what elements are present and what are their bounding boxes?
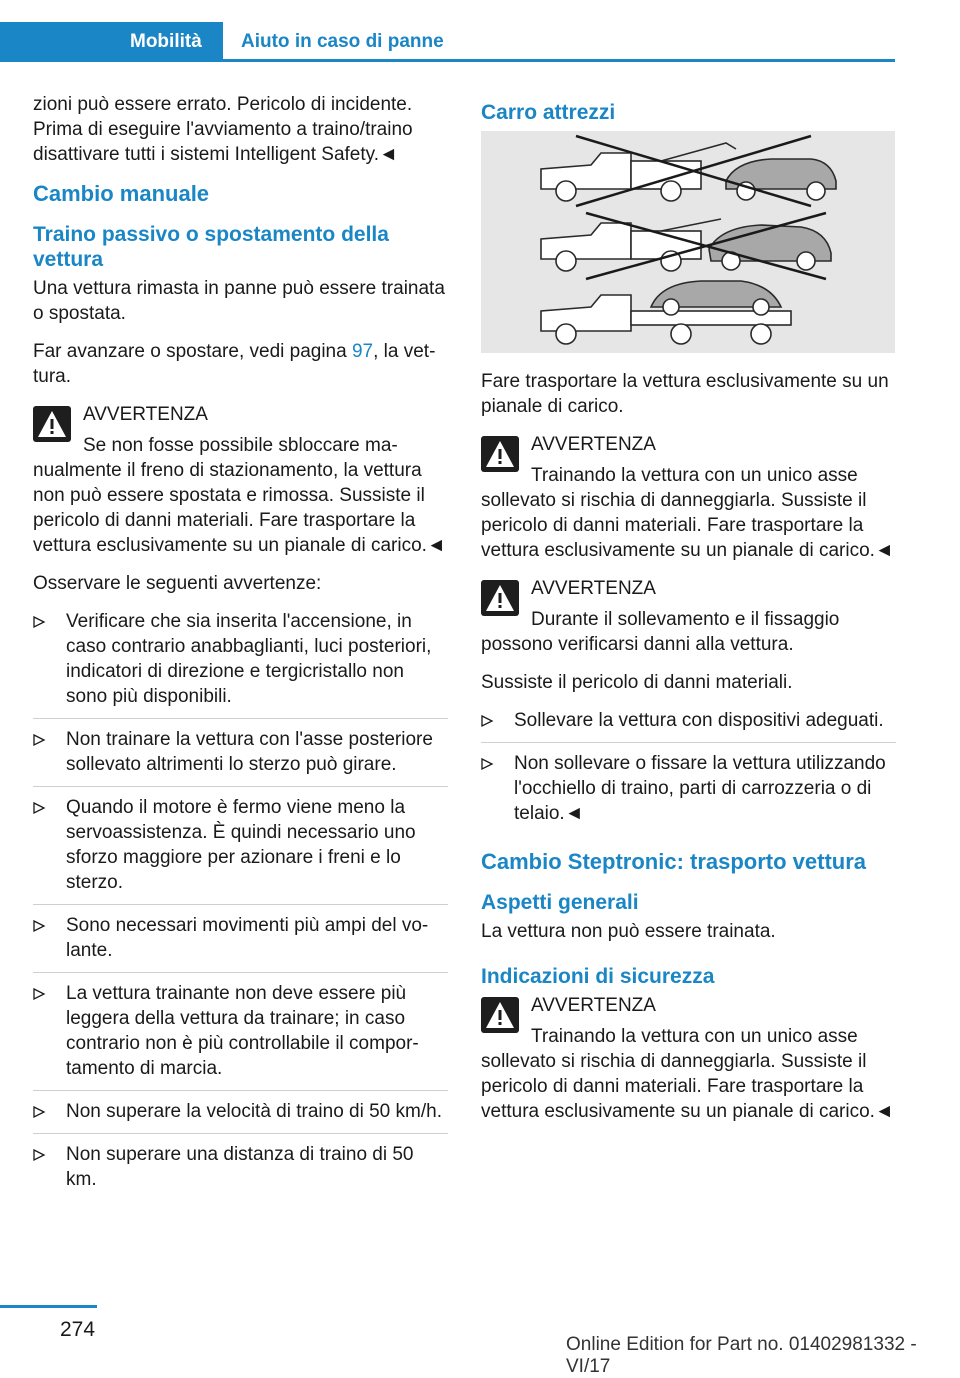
triangle-bullet-icon xyxy=(481,758,493,770)
triangle-bullet-icon xyxy=(33,734,45,746)
list-item xyxy=(33,1142,448,1201)
observe-paragraph: Osservare le seguenti avvertenze: xyxy=(33,573,322,594)
page-ref-text-after: , la vettura. xyxy=(33,341,436,387)
page-header xyxy=(0,0,895,62)
list-item-text: Non sollevare o fissare la vettura utilizzando l'occhiello di traino, parti di carrozzeria o di telaio.◄ xyxy=(514,753,886,824)
subsection-title-traino: Traino passivo o spostamento della vettura xyxy=(33,223,389,271)
list-item-text: Sono necessari movimenti più ampi del volante. xyxy=(66,915,429,961)
towing-illustration xyxy=(481,131,895,353)
warning-title: AVVERTENZA xyxy=(531,578,656,599)
list-item-text: Verificare che sia inserita l'accensione, in caso contrario anabbaglianti, luci posteriori, indicatori di direzione e tergicristallo non sono più disponibili. xyxy=(66,611,432,707)
warning-text: Trainando la vettura con un unico asse sollevato si rischia di danneggiarla. Sussiste il pericolo di danni materiali. Fare trasportare la vettura esclusivamente su un pianale di carico.◄ xyxy=(481,1026,894,1122)
paragraph-non-trainata: La vettura non può essere trainata. xyxy=(481,921,776,942)
list-item xyxy=(33,727,448,787)
list-item-text: Quando il motore è fermo viene meno la servoassistenza. È quindi necessario uno sforzo maggiore per azionare i freni e lo sterzo. xyxy=(66,797,416,893)
list-item xyxy=(33,795,448,905)
tow-truck-illustration-icon xyxy=(481,131,895,353)
header-divider xyxy=(223,59,895,62)
tab-aiuto-in-caso-di-panne[interactable]: Aiuto in caso di panne xyxy=(241,31,444,52)
triangle-bullet-icon xyxy=(33,802,45,814)
intro-paragraph: zioni può essere errato. Pericolo di incidente. Prima di eseguire l'avviamento a traino/traino disattivare tutti i sistemi Intelligent Safety.◄ xyxy=(33,94,413,165)
list-item-text: Non superare una distanza di traino di 50 km. xyxy=(66,1144,414,1190)
subsection-title-sicurezza: Indicazioni di sicurezza xyxy=(481,965,715,988)
warning-block xyxy=(481,993,896,1124)
warning-icon xyxy=(33,406,71,442)
triangle-bullet-icon xyxy=(33,616,45,628)
triangle-bullet-icon xyxy=(33,1106,45,1118)
paragraph-page-reference xyxy=(33,339,448,389)
warning-block xyxy=(481,576,896,657)
warning-text: Trainando la vettura con un unico asse sollevato si rischia di danneggiarla. Sussiste il pericolo di danni materiali. Fare trasportare la vettura esclusivamente su un pianale di carico.◄ xyxy=(481,465,894,561)
list-item-text: Non trainare la vettura con l'asse posteriore sollevato altrimenti lo sterzo può girare. xyxy=(66,729,433,775)
warning-title: AVVERTENZA xyxy=(83,404,208,425)
list-item-text: Sollevare la vettura con dispositivi adeguati. xyxy=(514,710,884,731)
list-item xyxy=(481,708,896,743)
page-number: 274 xyxy=(60,1318,96,1341)
footer-divider xyxy=(0,1305,97,1308)
warning-icon xyxy=(481,580,519,616)
warning-text: Se non fosse possibile sbloccare manualmente il freno di stazionamento, la vettura non può essere spostata e rimossa. Sussiste il pericolo di danni materiali. Fare trasportare la vettura esclusivamente su un pianale di carico.◄ xyxy=(33,435,446,556)
warning-title: AVVERTENZA xyxy=(531,995,656,1016)
triangle-bullet-icon xyxy=(33,1149,45,1161)
section-title-steptronic: Cambio Steptronic: trasporto vettura xyxy=(481,849,867,874)
warning-icon xyxy=(481,436,519,472)
edition-note: Online Edition for Part no. 01402981332 - VI/17 xyxy=(566,1334,917,1377)
lifting-list xyxy=(481,708,896,835)
paragraph-pianale: Fare trasportare la vettura esclusivamente su un pianale di carico. xyxy=(481,371,889,417)
list-item xyxy=(33,609,448,719)
list-item xyxy=(33,1099,448,1134)
right-column xyxy=(481,92,896,1137)
warning-block xyxy=(481,432,896,563)
triangle-bullet-icon xyxy=(33,920,45,932)
list-item-text: Non superare la velocità di traino di 50 km/h. xyxy=(66,1101,442,1122)
page-ref-text-before: Far avanzare o spostare, vedi pagina xyxy=(33,341,352,362)
list-item-text: La vettura trainante non deve essere più leggera della vettura da trainare; in caso contrario non è più controllabile il comportamento di marcia. xyxy=(66,983,419,1079)
paragraph-panne: Una vettura rimasta in panne può essere trainata o spostata. xyxy=(33,278,445,324)
subsection-title-aspetti-generali: Aspetti generali xyxy=(481,891,639,914)
left-column xyxy=(33,92,448,1214)
warning-title: AVVERTENZA xyxy=(531,434,656,455)
list-item xyxy=(33,913,448,973)
section-title-cambio-manuale: Cambio manuale xyxy=(33,181,210,206)
page-ref-link[interactable]: 97 xyxy=(351,341,374,362)
warning-text: Durante il sollevamento e il fissaggio possono verificarsi danni alla vettura. xyxy=(481,609,840,655)
warnings-list xyxy=(33,609,448,1201)
triangle-bullet-icon xyxy=(481,715,493,727)
triangle-bullet-icon xyxy=(33,988,45,1000)
list-item xyxy=(33,981,448,1091)
section-title-carro-attrezzi: Carro attrezzi xyxy=(481,101,616,124)
list-item xyxy=(481,751,896,835)
tab-mobilita[interactable]: Mobilità xyxy=(0,22,223,62)
paragraph-danni: Sussiste il pericolo di danni materiali. xyxy=(481,672,793,693)
warning-block xyxy=(33,402,448,558)
warning-icon xyxy=(481,997,519,1033)
